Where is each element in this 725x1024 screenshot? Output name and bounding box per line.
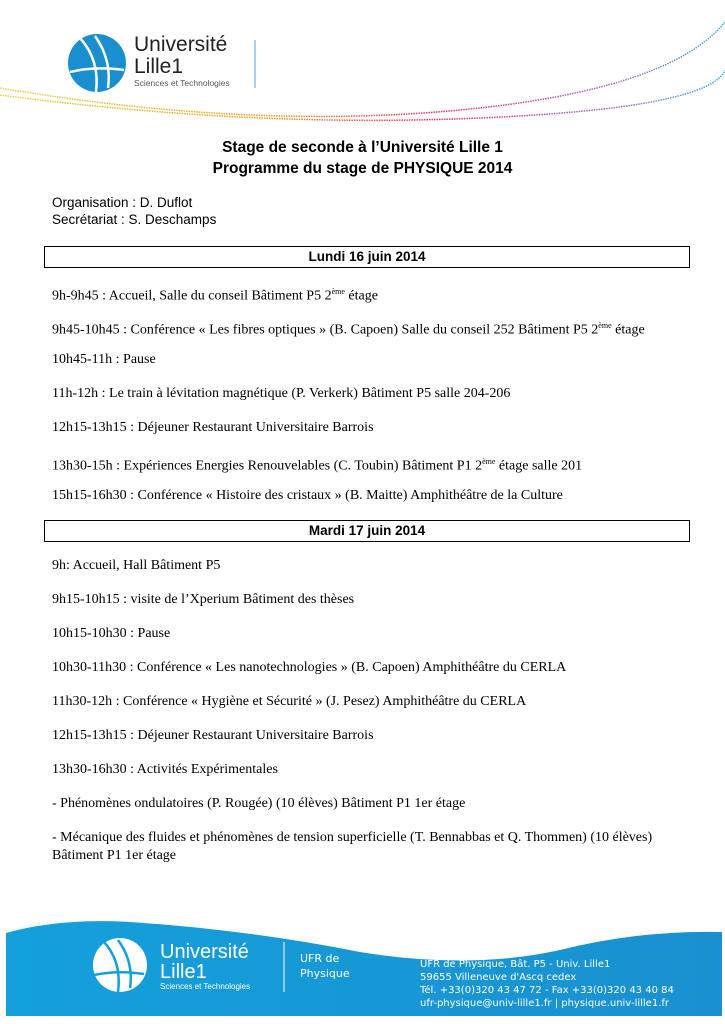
- header-decorative-curves: [0, 0, 725, 140]
- schedule-item: [52, 761, 702, 779]
- schedule-item: [52, 591, 702, 609]
- schedule-item-text: 11h30-12h : Conférence « Hygiène et Sécurité » (J. Pesez) Amphithéâtre du CERLA: [52, 694, 527, 709]
- schedule-item: [52, 317, 702, 340]
- schedule-item-text: 12h15-13h15 : Déjeuner Restaurant Universitaire Barrois: [52, 420, 374, 435]
- ordinal-superscript: ème: [598, 321, 612, 330]
- schedule-item: [52, 693, 702, 711]
- footer-logo-universite: Université: [160, 941, 249, 963]
- ordinal-superscript: ème: [331, 287, 345, 296]
- ordinal-superscript: ème: [482, 457, 496, 466]
- schedule-item: [52, 283, 702, 306]
- footer-ufr-line: UFR de: [300, 952, 340, 965]
- schedule-item-text: 13h30-15h : Expériences Energies Renouvelables (C. Toubin) Bâtiment P1 2: [52, 458, 483, 474]
- footer-ufr-line: Physique: [300, 967, 350, 980]
- schedule-item-text: 12h15-13h15 : Déjeuner Restaurant Universitaire Barrois: [52, 728, 374, 743]
- logo-text-universite: Université: [134, 33, 228, 56]
- schedule-item-text: 9h-9h45 : Accueil, Salle du conseil Bâtiment P5 2: [52, 288, 332, 304]
- schedule-item: [52, 557, 702, 575]
- day-header: Mardi 17 juin 2014: [44, 520, 690, 542]
- footer-logo-lille1: Lille1: [160, 961, 207, 983]
- schedule-item-text: 11h-12h : Le train à lévitation magnétique (P. Verkerk) Bâtiment P5 salle 204-206: [52, 386, 511, 401]
- schedule-item-text: - Phénomènes ondulatoires (P. Rougée) (10 élèves) Bâtiment P1 1er étage: [52, 796, 466, 811]
- secretariat: Secrétariat : S. Deschamps: [52, 212, 217, 227]
- schedule-item-text: étage: [611, 322, 645, 338]
- footer-logo: [160, 942, 250, 992]
- organisation: Organisation : D. Duflot: [52, 195, 193, 210]
- footer-logo-subtitle: Sciences et Technologies: [160, 982, 251, 991]
- schedule-item-text: 13h30-16h30 : Activités Expérimentales: [52, 762, 278, 777]
- footer-address-line: UFR de Physique, Bât. P5 - Univ. Lille1: [420, 959, 611, 970]
- page-subtitle: Programme du stage de PHYSIQUE 2014: [212, 160, 513, 177]
- schedule-item: [52, 795, 702, 813]
- schedule-item: [52, 351, 702, 369]
- schedule-item: [52, 659, 702, 677]
- logo-text-lille1: Lille1: [134, 55, 184, 78]
- footer-address-line[interactable]: ufr-physique@univ-lille1.fr | physique.univ-lille1.fr: [420, 998, 670, 1009]
- schedule-item-text: 10h30-11h30 : Conférence « Les nanotechnologies » (B. Capoen) Amphithéâtre du CERLA: [52, 660, 567, 675]
- schedule-item: [52, 829, 702, 865]
- schedule-item: [52, 453, 702, 476]
- schedule-item-text: 10h45-11h : Pause: [52, 352, 156, 367]
- schedule-item: [52, 385, 702, 403]
- logo-text-subtitle: Sciences et Technologies: [134, 78, 230, 88]
- footer-logo-globe-icon: [93, 938, 147, 992]
- schedule-item-text: 10h15-10h30 : Pause: [52, 626, 171, 641]
- schedule-item: [52, 727, 702, 745]
- footer-address-line: Tél. +33(0)320 43 47 72 - Fax +33(0)320 43 40 84: [420, 985, 674, 996]
- schedule-item: [52, 625, 702, 643]
- schedule-item: [52, 419, 702, 437]
- page-title: Stage de seconde à l’Université Lille 1: [222, 139, 503, 156]
- schedule-item: [52, 487, 702, 505]
- footer-address: [420, 958, 674, 1010]
- schedule-item-text: étage salle 201: [495, 458, 583, 474]
- schedule-item-text: 15h15-16h30 : Conférence « Histoire des cristaux » (B. Maitte) Amphithéâtre de la Culture: [52, 488, 563, 503]
- schedule-item-text: 9h45-10h45 : Conférence « Les fibres optiques » (B. Capoen) Salle du conseil 252 Bâtiment P5 2: [52, 322, 599, 338]
- day-header: Lundi 16 juin 2014: [44, 246, 690, 268]
- schedule-item-text: étage: [344, 288, 378, 304]
- schedule-item-text: - Mécanique des fluides et phénomènes de tension superficielle (T. Bennabbas et Q. Thommen) (10 élèves) Bâtiment P1 1er étage: [52, 830, 653, 863]
- footer-ufr: [300, 951, 350, 981]
- schedule-item-text: 9h15-10h15 : visite de l’Xperium Bâtiment des thèses: [52, 592, 355, 607]
- schedule-item-text: 9h: Accueil, Hall Bâtiment P5: [52, 558, 221, 573]
- footer-address-line: 59655 Villeneuve d'Ascq cedex: [420, 972, 577, 983]
- university-logo: [134, 34, 230, 88]
